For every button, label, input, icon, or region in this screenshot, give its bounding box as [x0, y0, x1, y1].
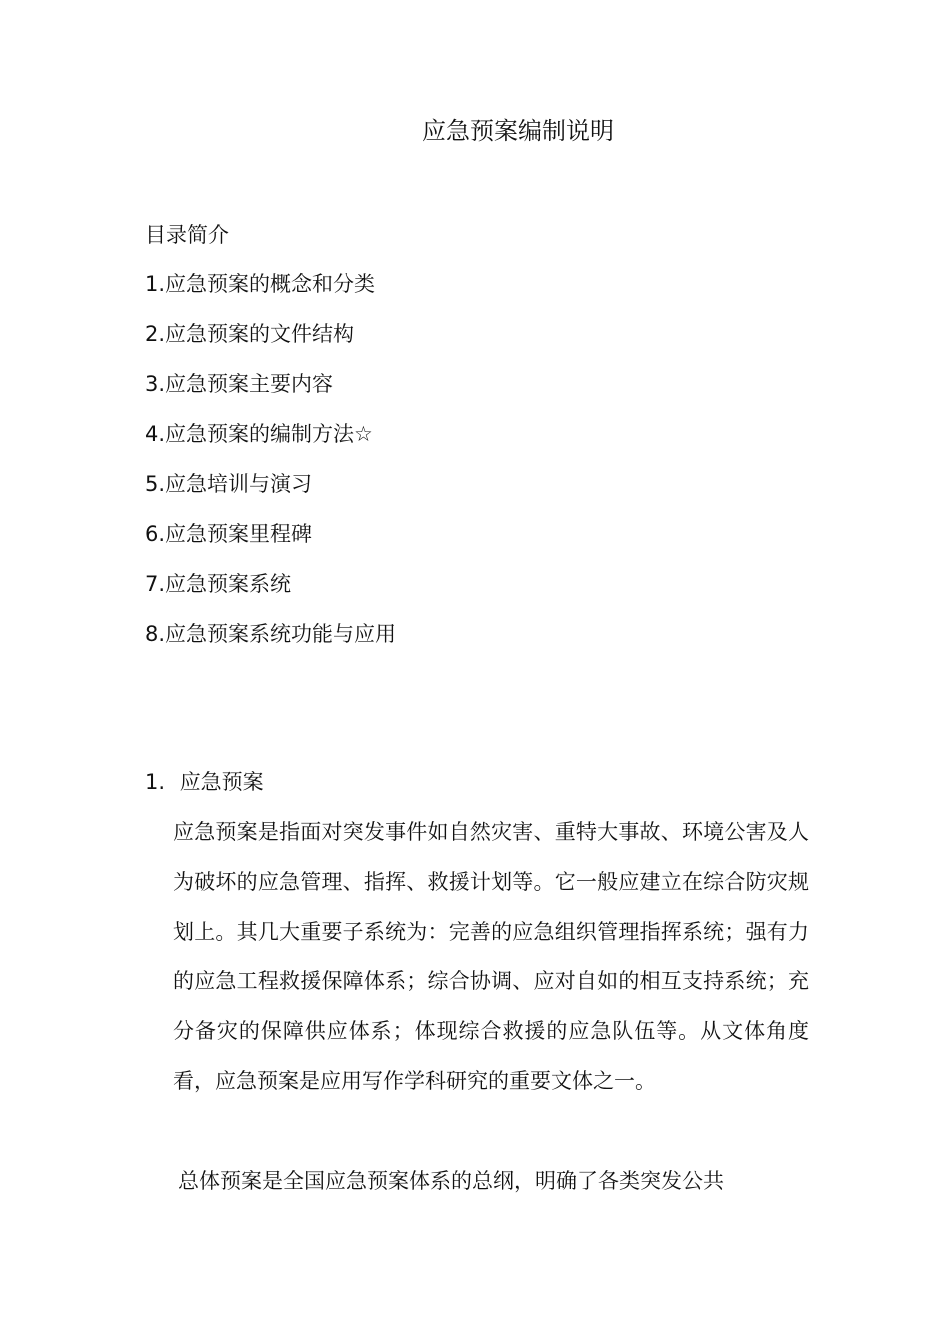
section-title: 应急预案: [179, 770, 264, 794]
toc-item: 1.应急预案的概念和分类: [145, 272, 376, 296]
toc-item: 2.应急预案的文件结构: [145, 322, 355, 346]
section-number: 1.: [145, 770, 166, 794]
body-paragraph: 应急预案是指面对突发事件如自然灾害、重特大事故、环境公害及人为破坏的应急管理、指挥、救援计划等。它一般应建立在综合防灾规划上。其几大重要子系统为：完善的应急组织管理指挥系统；强有力的应急工程救援保障体系；综合协调、应对自如的相互支持系统；充分备灾的保障供应体系；体现综合救援的应急队伍等。从文体角度看，应急预案是应用写作学科研究的重要文体之一。: [173, 820, 809, 1093]
toc-heading: 目录简介: [145, 223, 229, 247]
toc-item: 5.应急培训与演习: [145, 472, 313, 496]
toc-item: 8.应急预案系统功能与应用: [145, 622, 397, 646]
document-title: 应急预案编制说明: [422, 117, 614, 145]
toc-item: 7.应急预案系统: [145, 572, 292, 596]
section-heading: [145, 767, 264, 797]
toc-item: 3.应急预案主要内容: [145, 372, 334, 396]
toc-item: 4.应急预案的编制方法☆: [145, 422, 373, 446]
toc-item: 6.应急预案里程碑: [145, 522, 313, 546]
body-paragraph: 总体预案是全国应急预案体系的总纲，明确了各类突发公共: [178, 1169, 724, 1193]
table-of-contents: [145, 269, 396, 669]
